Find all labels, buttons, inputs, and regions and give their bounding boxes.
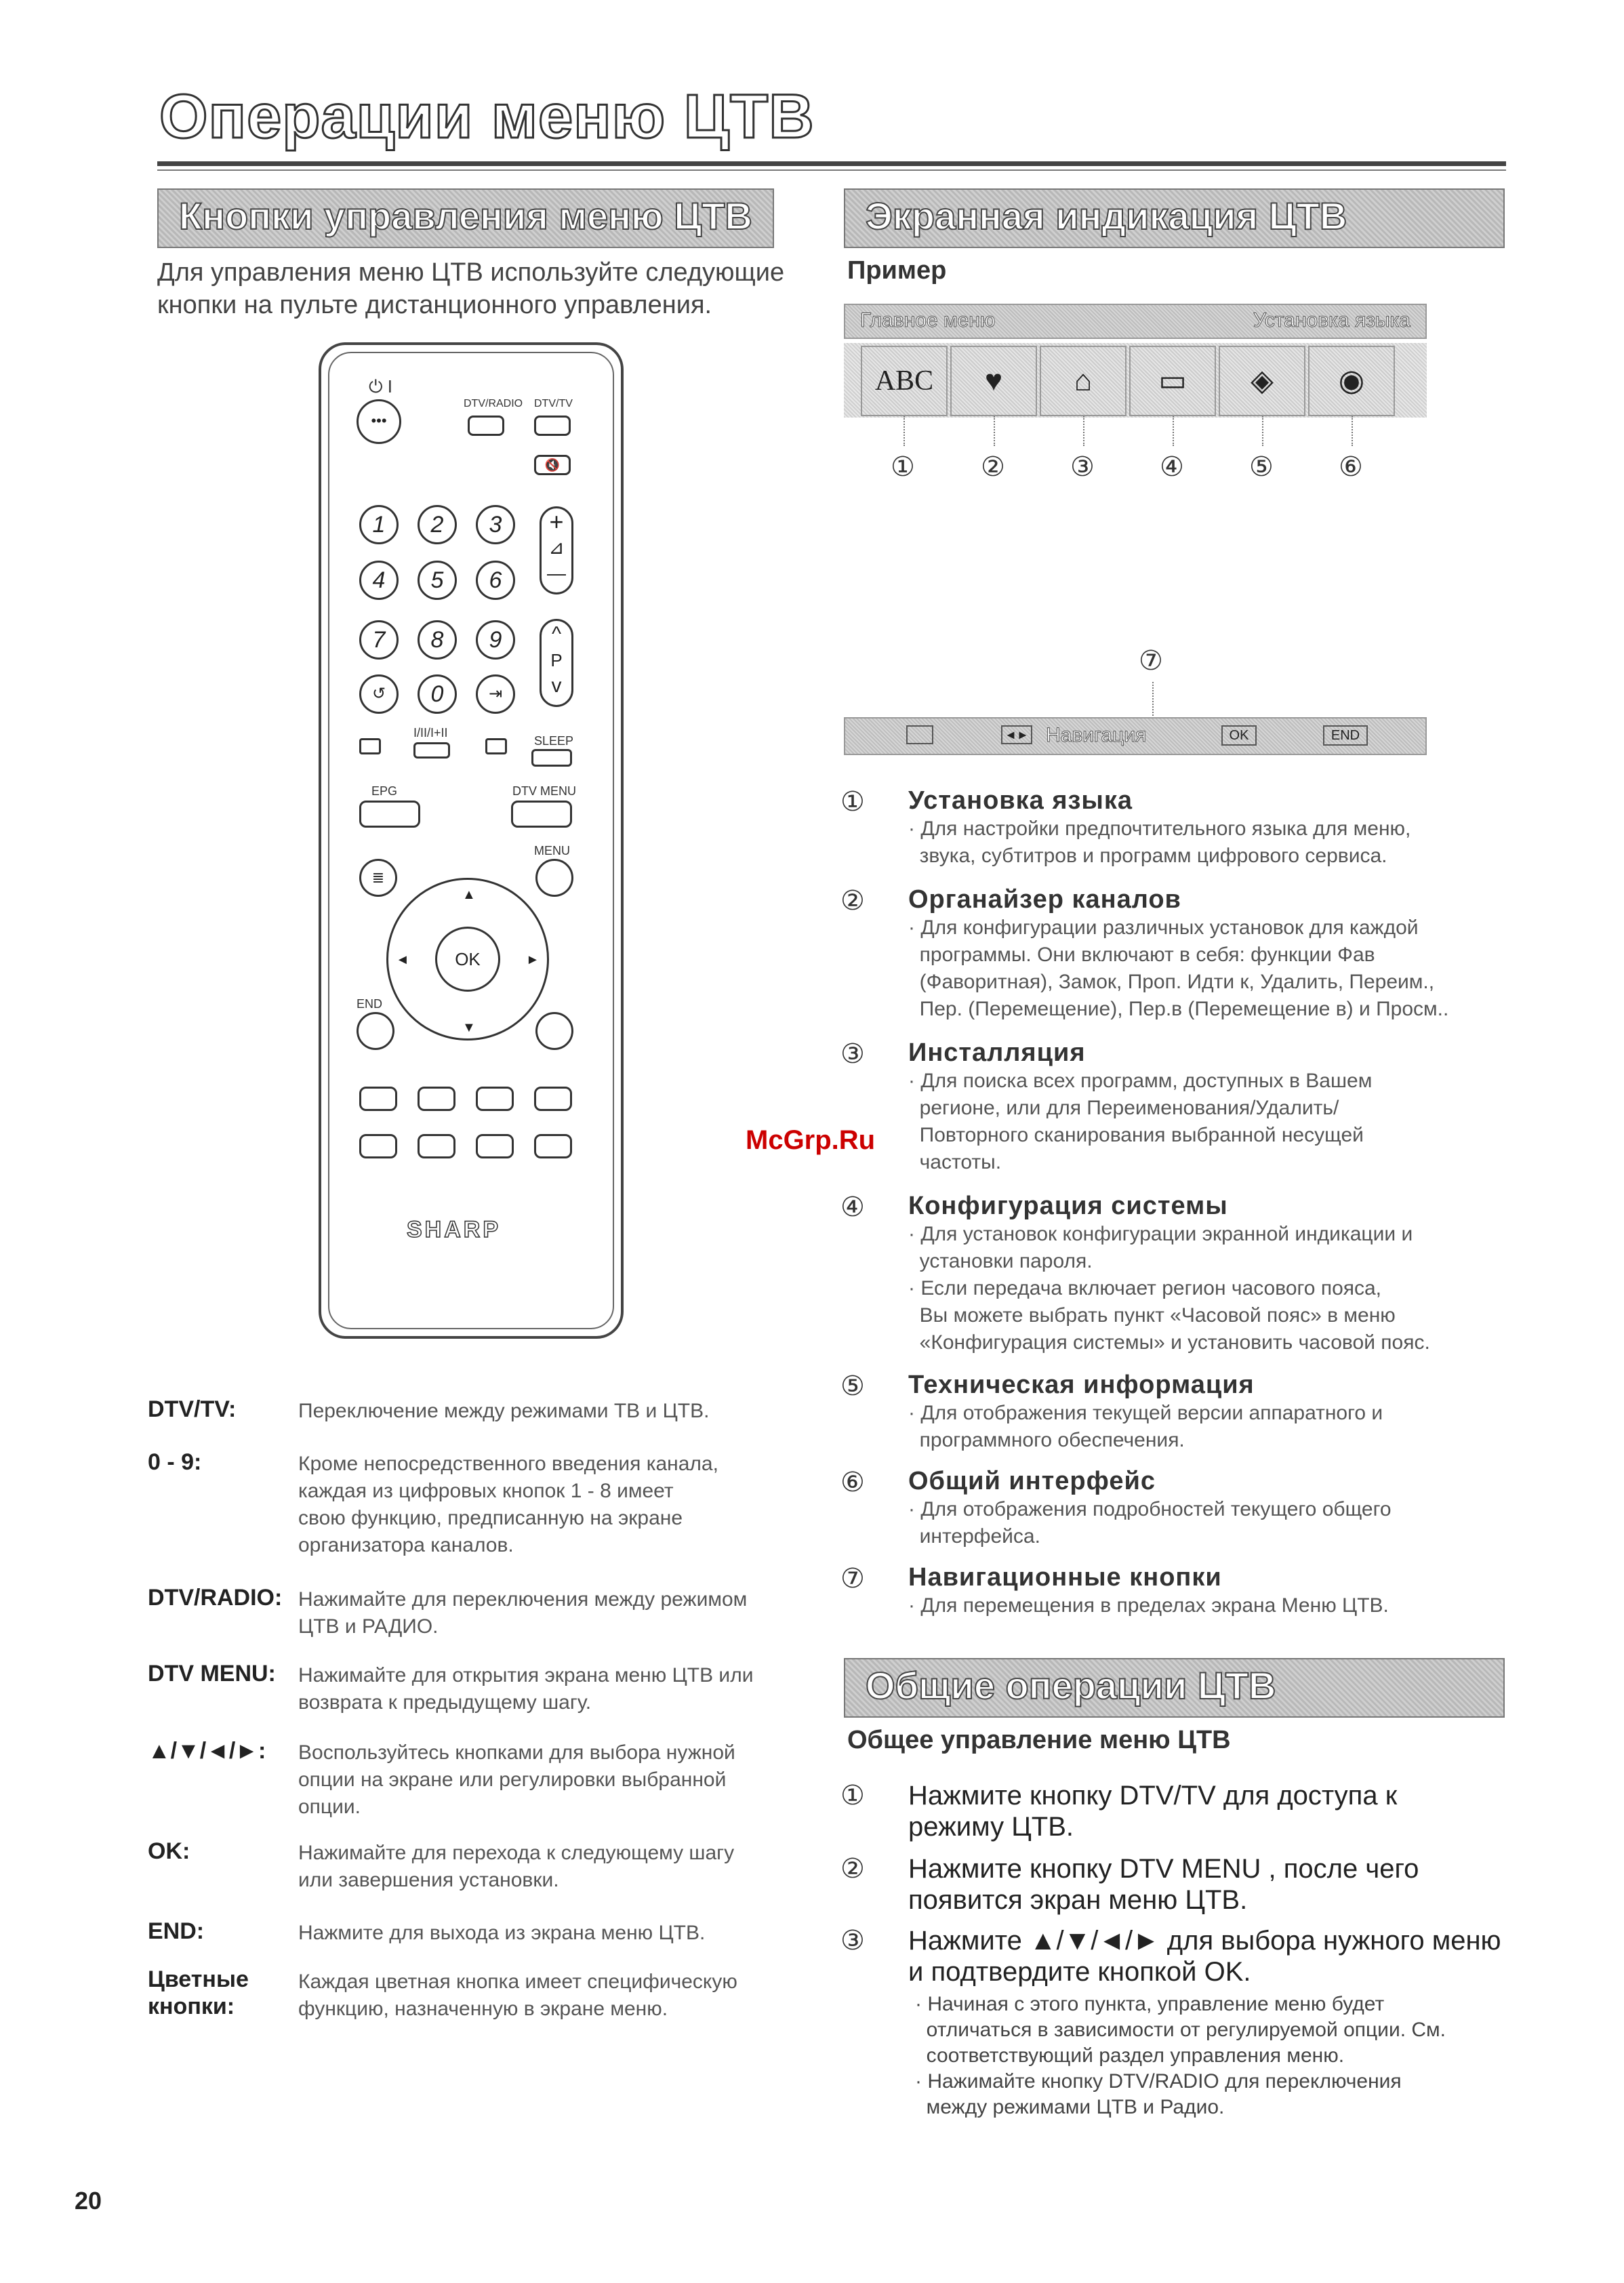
sleep-label: SLEEP: [534, 734, 574, 748]
brand-logo: SHARP: [407, 1217, 502, 1242]
dtv-menu-label: DTV MENU: [512, 784, 576, 798]
term-dtv-radio: DTV/RADIO:: [148, 1585, 283, 1611]
audio-button[interactable]: [413, 742, 450, 759]
step-2: ② Нажмите кнопку DTV MENU , после чего появится экран меню ЦТВ.: [840, 1854, 1419, 1915]
power-button[interactable]: •••: [357, 399, 401, 444]
nav-updown-icon: [906, 725, 933, 744]
number-button-7[interactable]: 7: [359, 620, 399, 660]
end-button[interactable]: [357, 1012, 394, 1050]
term-dtv-menu: DTV MENU:: [148, 1661, 276, 1686]
number-button-1[interactable]: 1: [359, 505, 399, 544]
section-heading-buttons: Кнопки управления меню ЦТВ: [157, 188, 774, 248]
term-end: END:: [148, 1918, 205, 1944]
term-color-buttons: Цветные кнопки:: [148, 1966, 249, 2019]
title-rule-thin: [157, 169, 1506, 171]
epg-label: EPG: [371, 784, 398, 798]
epg-button[interactable]: [359, 801, 420, 828]
callout-4: ④: [1160, 452, 1184, 482]
watermark: McGrp.Ru: [746, 1125, 876, 1155]
installation-icon[interactable]: ⌂: [1040, 346, 1126, 416]
desc-ok: Нажимайте для перехода к следующему шагу или завершения установки.: [298, 1842, 735, 1891]
channel-organizer-icon[interactable]: ♥: [950, 346, 1037, 416]
subtitle-button[interactable]: [485, 738, 507, 754]
teletext-button[interactable]: [359, 738, 381, 754]
nav-ok-icon: OK: [1221, 725, 1257, 746]
volume-rocker[interactable]: + ⊿ —: [540, 506, 573, 594]
number-button-2[interactable]: 2: [418, 505, 457, 544]
osd-navigation-bar: ◄► Навигация OK END: [844, 717, 1427, 755]
term-ok: OK:: [148, 1838, 190, 1864]
section-heading-osd: Экранная индикация ЦТВ: [844, 188, 1505, 248]
down-arrow-icon[interactable]: ▼: [462, 1020, 476, 1035]
desc-0-9: Кроме непосредственного введения канала, каждая из цифровых кнопок 1 - 8 имеет свою функцию, предписанную на экране организатора каналов.: [298, 1453, 718, 1556]
power-label: ⏻ I: [369, 376, 393, 397]
color-button-blue[interactable]: [534, 1134, 572, 1158]
number-button-9[interactable]: 9: [476, 620, 515, 660]
desc-dtv-radio: Нажимайте для переключения между режимом ЦТВ и РАДИО.: [298, 1588, 748, 1638]
number-button-5[interactable]: 5: [418, 561, 457, 600]
general-subheading: Общее управление меню ЦТВ: [847, 1726, 1231, 1754]
number-button-0[interactable]: 0: [418, 674, 457, 714]
color-button-yellow[interactable]: [476, 1134, 514, 1158]
flashback-button[interactable]: ↺: [359, 674, 399, 714]
page-number: 20: [75, 2187, 102, 2215]
function-button-3[interactable]: [476, 1087, 514, 1111]
callout-2: ②: [981, 452, 1005, 482]
number-button-3[interactable]: 3: [476, 505, 515, 544]
function-button-2[interactable]: [418, 1087, 455, 1111]
end-label: END: [357, 997, 383, 1011]
menu-button[interactable]: [535, 859, 573, 897]
item-system-config: ④ Конфигурация системы · Для установок конфигурации экранной индикации и установки пароля. · Если передача включает регион часового пояса, Вы можете выбрать пункт «Часовой пояс» в меню «Конфигурация системы» и установить часовой пояс.: [840, 1192, 1430, 1354]
input-button[interactable]: ⇥: [476, 674, 515, 714]
osd-menu-bar: Главное меню Установка языка: [844, 304, 1427, 339]
menu-label: MENU: [534, 844, 570, 857]
desc-dtv-menu: Нажимайте для открытия экрана меню ЦТВ или возврата к предыдущему шагу.: [298, 1664, 754, 1714]
callout-5: ⑤: [1249, 452, 1274, 482]
example-label: Пример: [847, 256, 947, 285]
system-config-icon[interactable]: ▭: [1129, 346, 1216, 416]
mute-icon[interactable]: 🔇: [534, 455, 571, 475]
item-installation: ③ Инсталляция · Для поиска всех программ, доступных в Вашем регионе, или для Переименования/Удалить/ Повторного сканирования выбранной несущей частоты.: [840, 1038, 1373, 1173]
callout-1: ①: [891, 452, 915, 482]
intro-text: Для управления меню ЦТВ используйте следующие кнопки на пульте дистанционного управления.: [157, 258, 785, 319]
callout-7: ⑦: [1139, 646, 1163, 676]
item-channel-organizer: ② Органайзер каналов · Для конфигурации различных установок для каждой программы. Они включают в себя: функции Фав (Фаворитная), Замок, Проп. Идти к, Удалить, Переим., Пер. (Перемещение), Пер.в (Перемещение в) и Просм..: [840, 885, 1449, 1020]
right-arrow-icon[interactable]: ►: [526, 952, 540, 967]
dtv-radio-label: DTV/RADIO: [464, 398, 523, 409]
number-button-8[interactable]: 8: [418, 620, 457, 660]
color-button-red[interactable]: [359, 1134, 397, 1158]
common-interface-icon[interactable]: ◉: [1308, 346, 1395, 416]
item-navigation: ⑦ Навигационные кнопки · Для перемещения в пределах экрана Меню ЦТВ.: [840, 1563, 1389, 1617]
left-arrow-icon[interactable]: ◄: [396, 952, 409, 967]
function-button-1[interactable]: [359, 1087, 397, 1111]
number-button-6[interactable]: 6: [476, 561, 515, 600]
item-language: ① Установка языка · Для настройки предпочтительного языка для меню, звука, субтитров и программ цифрового сервиса.: [840, 786, 1411, 867]
step-1: ① Нажмите кнопку DTV/TV для доступа к режиму ЦТВ.: [840, 1781, 1398, 1842]
program-rocker[interactable]: ^ P v: [540, 619, 573, 707]
term-arrows: ▲/▼/◄/►:: [148, 1738, 266, 1764]
page-title: Операции меню ЦТВ: [159, 82, 815, 151]
dtv-radio-button[interactable]: [468, 416, 504, 436]
info-button[interactable]: [535, 1012, 573, 1050]
sleep-button[interactable]: [531, 749, 572, 767]
dtv-menu-button[interactable]: [511, 801, 572, 828]
nav-leftright-icon: ◄►: [1001, 725, 1032, 744]
callout-3: ③: [1070, 452, 1095, 482]
desc-arrows: Воспользуйтесь кнопками для выбора нужной опции на экране или регулировки выбранной опции.: [298, 1741, 735, 1818]
nav-end-icon: END: [1323, 725, 1368, 746]
remote-body: [319, 342, 624, 1339]
dtv-tv-button[interactable]: [534, 416, 571, 436]
function-button-4[interactable]: [534, 1087, 572, 1111]
desc-end: Нажмите для выхода из экрана меню ЦТВ.: [298, 1922, 706, 1944]
number-button-4[interactable]: 4: [359, 561, 399, 600]
up-arrow-icon[interactable]: ▲: [462, 887, 476, 902]
ok-button[interactable]: OK: [435, 927, 500, 992]
desc-dtv-tv: Переключение между режимами ТВ и ЦТВ.: [298, 1400, 710, 1422]
step-3: ③ Нажмите ▲/▼/◄/► для выбора нужного меню и подтвердите кнопкой OK. · Начиная с этого пункта, управление меню будет отличаться в зависимости от регулируемой опции. См. соответствующий раздел управления меню. · Нажимайте кнопку DTV/RADIO для переключения между режимами ЦТВ и Радио.: [840, 1926, 1501, 2118]
language-icon[interactable]: ABC: [861, 346, 948, 416]
title-rule: [157, 161, 1506, 166]
term-dtv-tv: DTV/TV:: [148, 1396, 237, 1422]
list-icon[interactable]: ≣: [359, 859, 397, 897]
audio-label: I/II/I+II: [413, 726, 448, 740]
desc-color-buttons: Каждая цветная кнопка имеет специфическую функцию, назначенную в экране меню.: [298, 1971, 737, 2020]
color-button-green[interactable]: [418, 1134, 455, 1158]
dtv-tv-label: DTV/TV: [534, 398, 573, 409]
term-0-9: 0 - 9:: [148, 1449, 202, 1475]
callout-6: ⑥: [1339, 452, 1363, 482]
volume-icon: ⊿: [548, 537, 565, 558]
item-common-interface: ⑥ Общий интерфейс · Для отображения подробностей текущего общего интерфейса.: [840, 1467, 1392, 1548]
item-technical-info: ⑤ Техническая информация · Для отображения текущей версии аппаратного и программного обеспечения.: [840, 1371, 1383, 1451]
technical-info-icon[interactable]: ◈: [1219, 346, 1305, 416]
section-heading-general: Общие операции ЦТВ: [844, 1658, 1505, 1718]
